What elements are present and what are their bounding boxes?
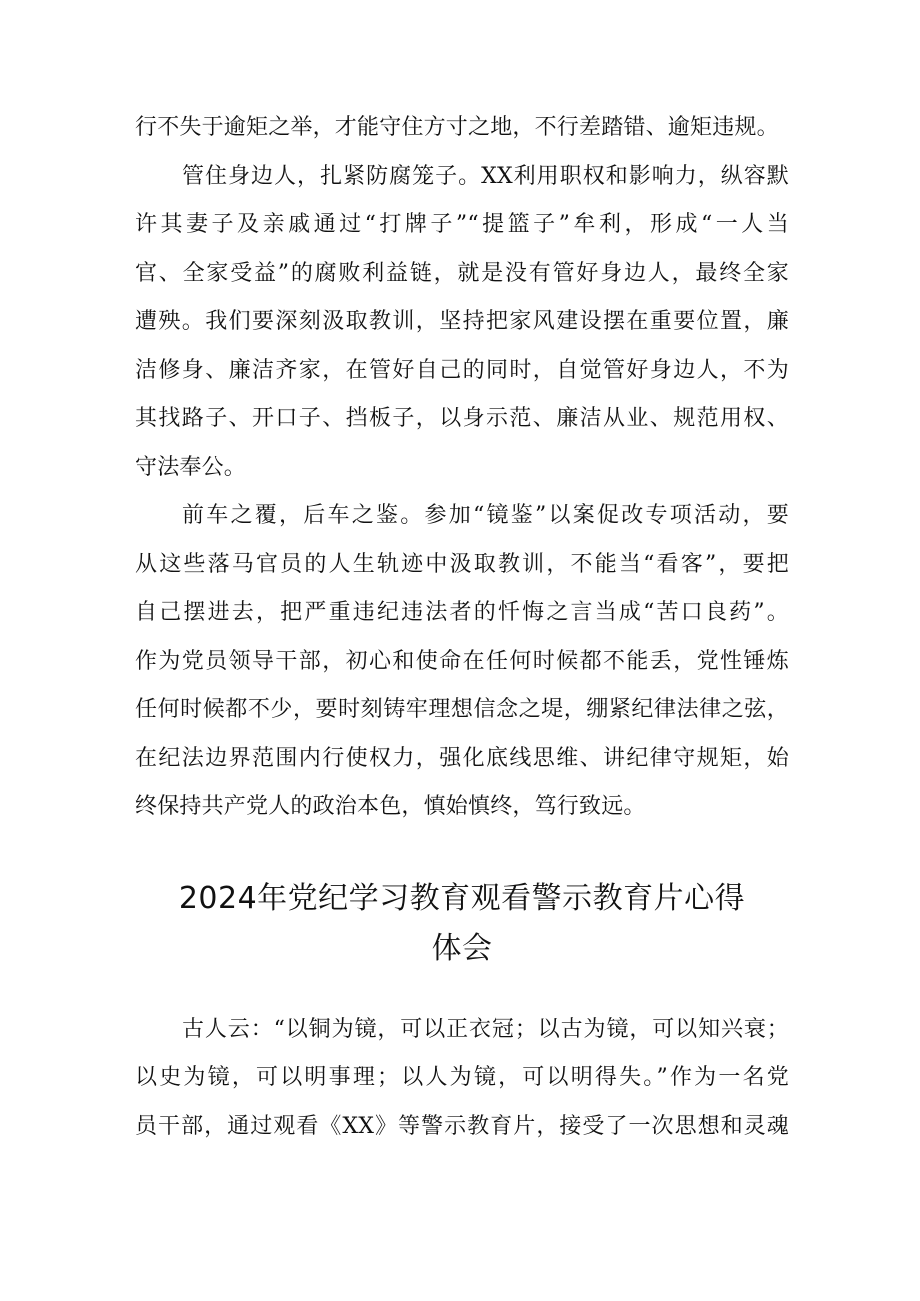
section-heading xyxy=(135,874,789,974)
text-line: 管住身边人，扎紧防腐笼子。XX利用职权和影响力，纵容默 xyxy=(182,163,789,189)
text-line: 官、全家受益”的腐败利益链，就是没有管好身边人，最终全家 xyxy=(135,260,789,286)
document-body xyxy=(135,104,789,1151)
text-line: 员干部，通过观看《XX》等警示教育片，接受了一次思想和灵魂 xyxy=(135,1113,789,1139)
text-line: 作为党员领导干部，初心和使命在任何时候都不能丢，党性锤炼 xyxy=(135,648,789,674)
paragraph-3 xyxy=(135,492,789,832)
heading-line-1: 2024年党纪学习教育观看警示教育片心得 xyxy=(178,880,746,916)
text-line: 以史为镜，可以明事理；以人为镜，可以明得失。”作为一名党 xyxy=(135,1065,789,1090)
paragraph-2 xyxy=(135,153,789,493)
text-line: 任何时候都不少，要时刻铸牢理想信念之堤，绷紧纪律法律之弦， xyxy=(135,697,789,722)
text-line: 守法奉公。 xyxy=(135,454,247,480)
paragraph-1 xyxy=(135,104,789,153)
text-line: 古人云：“以铜为镜，可以正衣冠；以古为镜，可以知兴衰； xyxy=(182,1016,789,1042)
heading-line-2: 体会 xyxy=(431,930,493,966)
text-line: 其找路子、开口子、挡板子，以身示范、廉洁从业、规范用权、 xyxy=(135,406,789,431)
paragraph-4 xyxy=(135,1006,789,1152)
text-line: 在纪法边界范围内行使权力，强化底线思维、讲纪律守规矩，始 xyxy=(135,745,789,771)
text-line: 终保持共产党人的政治本色，慎始慎终，笃行致远。 xyxy=(135,794,646,819)
text-line: 遭殃。我们要深刻汲取教训，坚持把家风建设摆在重要位置，廉 xyxy=(135,309,789,334)
text-line: 前车之覆，后车之鉴。参加“镜鉴”以案促改专项活动，要 xyxy=(182,503,789,528)
text-line: 行不失于逾矩之举，才能守住方寸之地，不行差踏错、逾矩违规。 xyxy=(135,115,779,140)
text-line: 自己摆进去，把严重违纪违法者的忏悔之言当成“苦口良药”。 xyxy=(135,600,789,625)
text-line: 从这些落马官员的人生轨迹中汲取教训，不能当“看客”，要把 xyxy=(135,551,789,577)
text-line: 洁修身、廉洁齐家，在管好自己的同时，自觉管好身边人，不为 xyxy=(135,357,789,383)
text-line: 许其妻子及亲戚通过“打牌子”“提篮子”牟利，形成“一人当 xyxy=(135,212,789,237)
